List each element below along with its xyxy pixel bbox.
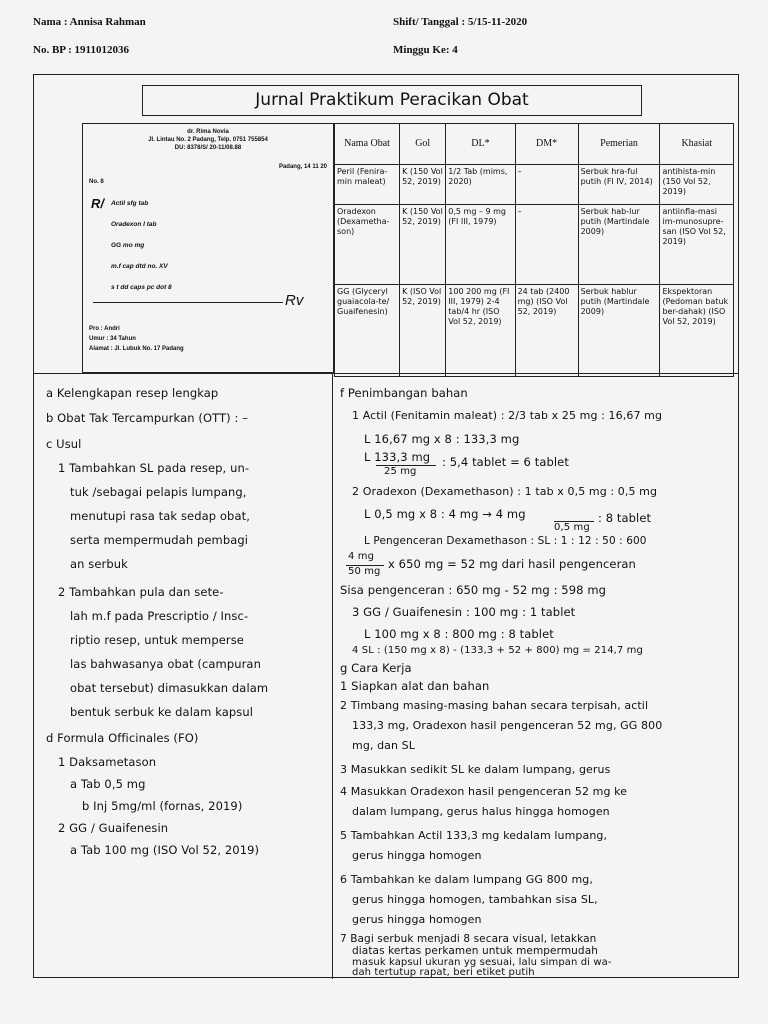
doctor-name: dr. Rima Novia (187, 129, 229, 135)
formula-item: 2 GG / Guaifenesin (58, 821, 169, 835)
table-cell: Oradexon (Dexametha-son) (335, 205, 400, 285)
formula-subitem: a Tab 0,5 mg (70, 777, 146, 791)
procedure-step: 3 Masukkan sedikit SL ke dalam lumpang, gerus (340, 763, 611, 776)
patient-info (89, 324, 184, 354)
signature-line (93, 302, 283, 303)
table-cell: Peril (Fenira-min maleat) (335, 165, 400, 205)
suggestion-2-line: lah m.f pada Prescriptio / Insc- (70, 609, 249, 623)
formula-subitem: a Tab 100 mg (ISO Vol 52, 2019) (70, 843, 260, 857)
weighing-fraction-bottom: 0,5 mg (554, 522, 590, 533)
procedure-step: 7 Bagi serbuk menjadi 8 secara visual, letakkan (340, 933, 597, 945)
table-row (335, 285, 734, 377)
table-cell: GG (Glyceryl guaiacola-te/ Guaifenesin) (335, 285, 400, 377)
suggestion-2-line: obat tersebut) dimasukkan dalam (70, 681, 269, 695)
recipe-line: Oradexon I tab (111, 221, 157, 228)
weighing-line: L 16,67 mg x 8 : 133,3 mg (364, 432, 520, 446)
recipe-line: s t dd caps pc dot 8 (111, 284, 172, 291)
prescription-box (82, 123, 334, 373)
procedure-step: masuk kapsul ukuran yg sesuai, lalu simpan di wa- (352, 957, 612, 968)
suggestion-1-line: menutupi rasa tak sedap obat, (70, 509, 250, 523)
doctor-address: Jl. Lintau No. 2 Padang, Telp. 0751 755854 (148, 137, 268, 143)
prescription-number: No. 8 (89, 179, 104, 185)
weighing-line: L 0,5 mg x 8 : 4 mg → 4 mg (364, 507, 526, 521)
column-divider (332, 373, 333, 979)
journal-frame (33, 74, 739, 978)
drug-table (334, 123, 734, 377)
table-row (335, 165, 734, 205)
suggestion-1-line: 1 Tambahkan SL pada resep, un- (58, 461, 250, 475)
weighing-line: 1 Actil (Fenitamin maleat) : 2/3 tab x 25 mg : 16,67 mg (352, 409, 663, 422)
doctor-signature: Rv (285, 292, 304, 309)
table-cell: K (ISO Vol 52, 2019) (400, 285, 446, 377)
procedure-heading: g Cara Kerja (340, 661, 412, 675)
formula-heading: d Formula Officinales (FO) (46, 731, 199, 745)
formula-item: 1 Daksametason (58, 755, 157, 769)
prescription-date: Padang, 14 11 20 (278, 164, 327, 170)
procedure-step: diatas kertas perkamen untuk mempermudah (352, 945, 598, 957)
weighing-line: 3 GG / Guaifenesin : 100 mg : 1 tablet (352, 605, 576, 619)
weighing-fraction-top: 4 mg (348, 551, 375, 562)
table-cell: 24 tab (2400 mg) (ISO Vol 52, 2019) (515, 285, 578, 377)
page-title: Jurnal Praktikum Peracikan Obat (142, 85, 642, 116)
suggestion-2-line: riptio resep, untuk memperse (70, 633, 244, 647)
procedure-step: 5 Tambahkan Actil 133,3 mg kedalam lumpang, (340, 829, 608, 842)
weighing-fraction-bottom: 25 mg (384, 466, 417, 477)
procedure-step: gerus hingga homogen, tambahkan sisa SL, (352, 893, 598, 906)
table-cell: Serbuk hab-lur putih (Martindale 2009) (578, 205, 660, 285)
table-cell: antihista-min (150 Vol 52, 2019) (660, 165, 734, 205)
weighing-fraction-top: L 133,3 mg (364, 450, 431, 464)
section-divider (34, 373, 738, 374)
recipe-line: GG mo mg (111, 242, 145, 249)
weighing-line: : 5,4 tablet = 6 tablet (442, 455, 569, 469)
procedure-step: mg, dan SL (352, 739, 415, 752)
procedure-step: 6 Tambahkan ke dalam lumpang GG 800 mg, (340, 873, 593, 886)
recipe-line: m.f cap dtd no. XV (111, 263, 168, 270)
table-cell: Serbuk hra-ful putih (FI IV, 2014) (578, 165, 660, 205)
doctor-sip: DU: 8378/S/ 20-11/08.88 (174, 145, 242, 151)
table-cell: K (150 Vol 52, 2019) (400, 205, 446, 285)
table-cell: Ekspektoran (Pedoman batuk ber-dahak) (ISO Vol 52, 2019) (660, 285, 734, 377)
table-cell: K (150 Vol 52, 2019) (400, 165, 446, 205)
weighing-line: Sisa pengenceran : 650 mg - 52 mg : 598 mg (340, 583, 607, 597)
table-cell: 1/2 Tab (mims, 2020) (446, 165, 515, 205)
table-cell: – (515, 165, 578, 205)
procedure-step: 4 Masukkan Oradexon hasil pengenceran 52 mg ke (340, 785, 628, 798)
procedure-step: 2 Timbang masing-masing bahan secara terpisah, actil (340, 699, 649, 712)
suggestion-1-line: tuk /sebagai pelapis lumpang, (70, 485, 247, 499)
table-cell: – (515, 205, 578, 285)
suggestion-2-line: bentuk serbuk ke dalam kapsul (70, 705, 254, 719)
weighing-line: 4 SL : (150 mg x 8) - (133,3 + 52 + 800) mg = 214,7 mg (352, 645, 643, 656)
procedure-step: gerus hingga homogen (352, 913, 482, 926)
weighing-heading: f Penimbangan bahan (340, 386, 468, 400)
procedure-step: dah tertutup rapat, beri etiket putih (352, 967, 535, 978)
procedure-step: 1 Siapkan alat dan bahan (340, 679, 490, 693)
weighing-line: : 8 tablet (598, 511, 652, 525)
name-field: Nama : Annisa Rahman (33, 16, 146, 28)
column-header: Khasiat (660, 124, 734, 165)
table-cell: antiinfla-masi im-munosupre-san (ISO Vol 52, 2019) (660, 205, 734, 285)
weighing-line: L 100 mg x 8 : 800 mg : 8 tablet (364, 627, 554, 641)
suggestion-heading: c Usul (46, 437, 82, 451)
table-cell: 100 200 mg (FI III, 1979) 2-4 tab/4 hr (ISO Vol 52, 2019) (446, 285, 515, 377)
recipe-symbol: R/ (91, 196, 104, 211)
incompatibility-note: b Obat Tak Tercampurkan (OTT) : – (46, 411, 249, 425)
procedure-step: gerus hingga homogen (352, 849, 482, 862)
table-header-row (335, 124, 734, 165)
column-header: DL* (446, 124, 515, 165)
table-row (335, 205, 734, 285)
weighing-line: x 650 mg = 52 mg dari hasil pengenceran (388, 557, 636, 571)
column-header: Pemerian (578, 124, 660, 165)
procedure-step: dalam lumpang, gerus halus hingga homogen (352, 805, 610, 818)
procedure-step: 133,3 mg, Oradexon hasil pengenceran 52 mg, GG 800 (352, 719, 663, 732)
table-cell: Serbuk hablur putih (Martindale 2009) (578, 285, 660, 377)
patient-name: Pro : Andri (89, 326, 120, 332)
column-header: DM* (515, 124, 578, 165)
completeness-note: a Kelengkapan resep lengkap (46, 386, 219, 400)
suggestion-2-line: 2 Tambahkan pula dan sete- (58, 585, 224, 599)
patient-age: Umur : 34 Tahun (89, 336, 136, 342)
column-header: Nama Obat (335, 124, 400, 165)
table-cell: 0,5 mg – 9 mg (FI III, 1979) (446, 205, 515, 285)
shift-date-field: Shift/ Tanggal : 5/15-11-2020 (393, 16, 528, 28)
week-field: Minggu Ke: 4 (393, 44, 458, 56)
student-number-field: No. BP : 1911012036 (33, 44, 129, 56)
recipe-line: Actil sfg tab (111, 200, 149, 207)
weighing-line: L Pengenceran Dexamethason : SL : 1 : 12 : 50 : 600 (364, 535, 647, 547)
suggestion-1-line: an serbuk (70, 557, 128, 571)
column-header: Gol (400, 124, 446, 165)
suggestion-1-line: serta mempermudah pembagi (70, 533, 249, 547)
weighing-line: 2 Oradexon (Dexamethason) : 1 tab x 0,5 mg : 0,5 mg (352, 485, 658, 498)
formula-subitem: b Inj 5mg/ml (fornas, 2019) (82, 799, 243, 813)
patient-address: Alamat : Jl. Lubuk No. 17 Padang (89, 346, 184, 352)
suggestion-2-line: las bahwasanya obat (campuran (70, 657, 261, 671)
weighing-fraction-bottom: 50 mg (348, 566, 381, 577)
